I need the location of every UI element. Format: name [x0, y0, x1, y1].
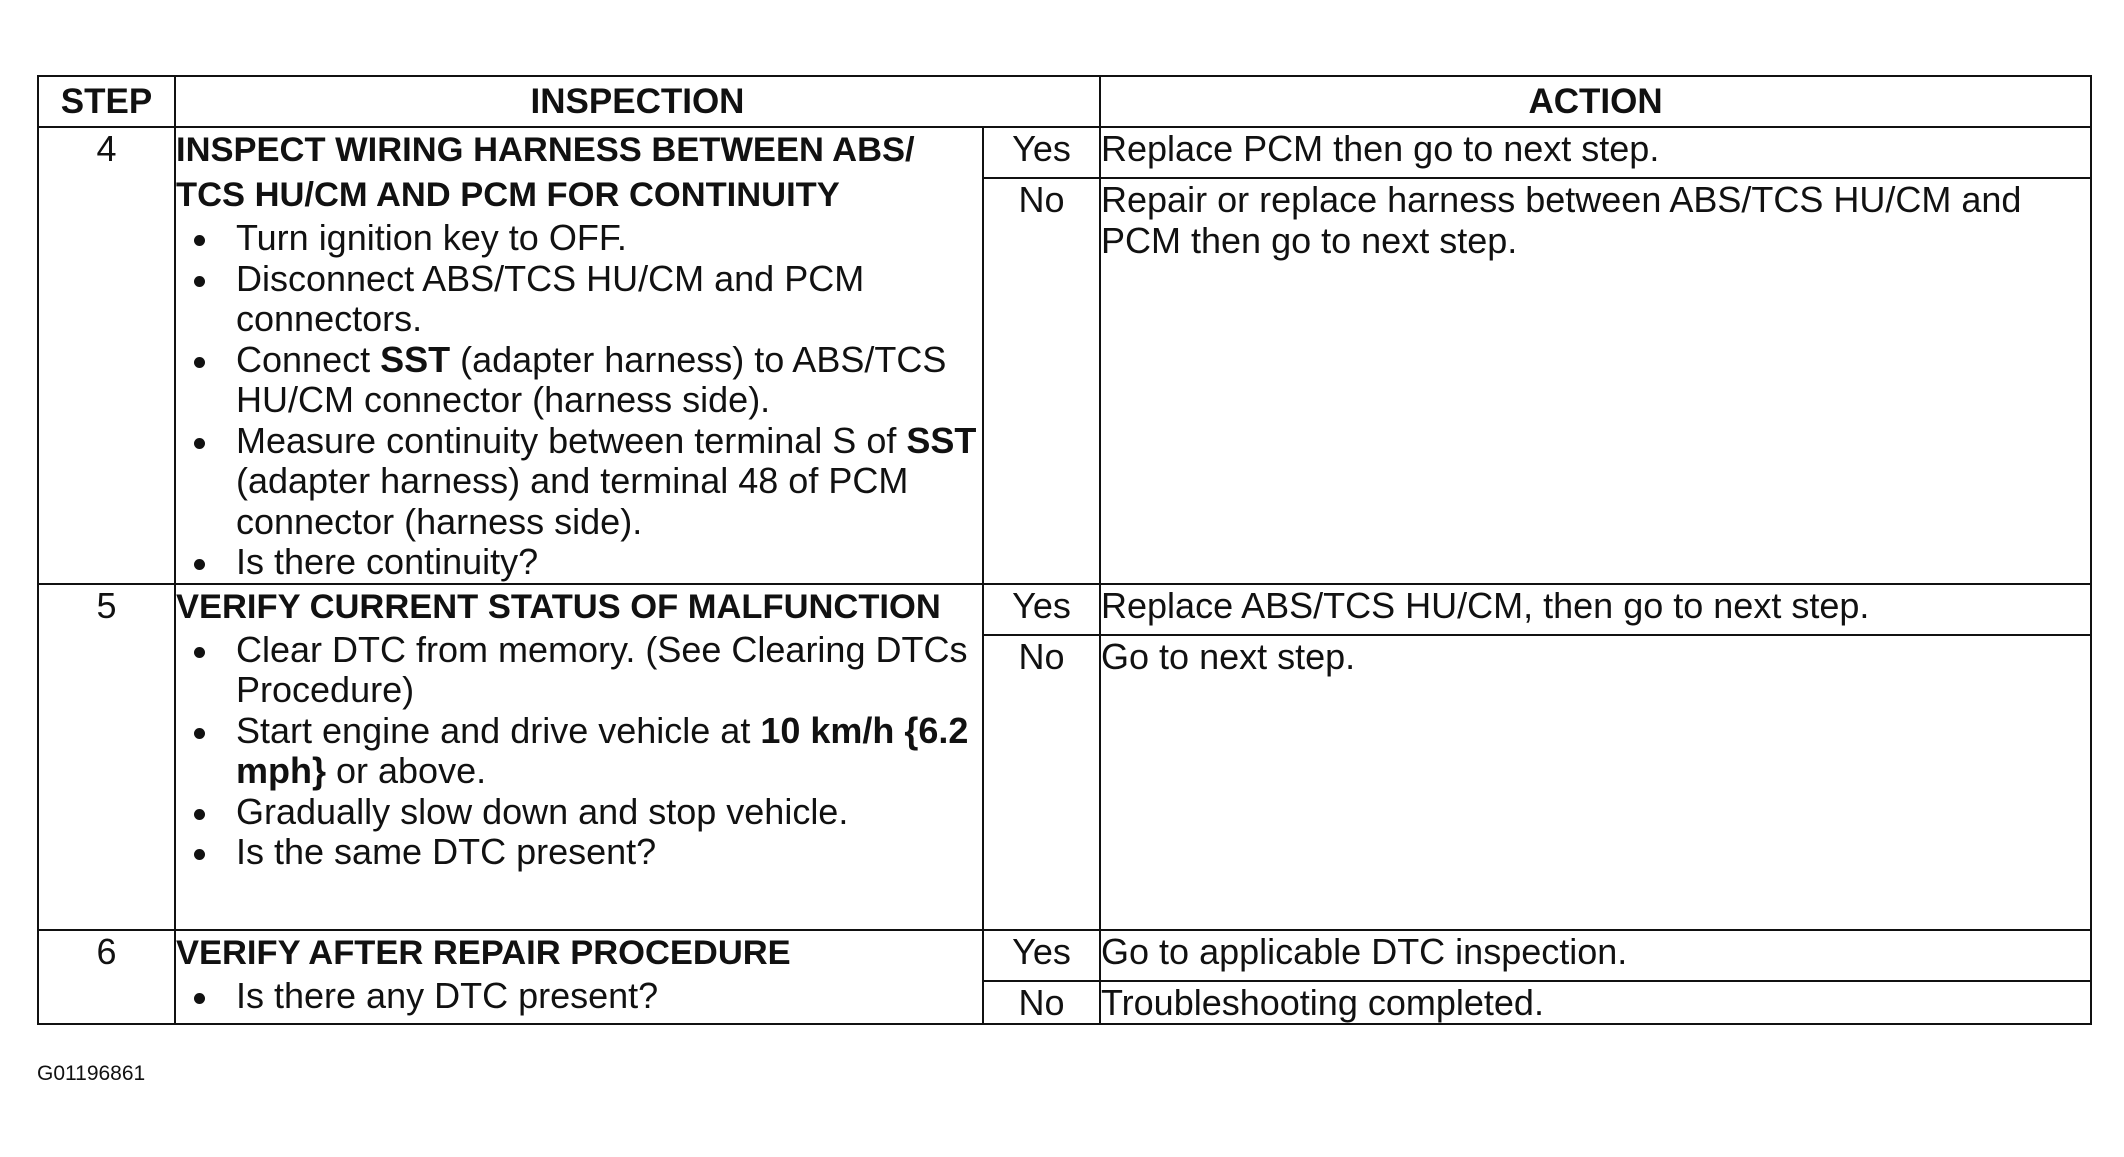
step-inspection	[175, 584, 983, 930]
step-bullets	[176, 630, 982, 873]
bullet-item: Turn ignition key to OFF.	[176, 218, 982, 259]
bullet-item: Disconnect ABS/TCS HU/CM and PCM connectors.	[176, 259, 982, 340]
no-action: Troubleshooting completed.	[1100, 981, 2091, 1024]
bullet-item: Start engine and drive vehicle at 10 km/h {6.2 mph} or above.	[176, 711, 982, 792]
yes-action: Go to applicable DTC inspection.	[1100, 930, 2091, 981]
yes-action: Replace ABS/TCS HU/CM, then go to next step.	[1100, 584, 2091, 635]
yes-label: Yes	[983, 930, 1100, 981]
bullet-item: Connect SST (adapter harness) to ABS/TCS HU/CM connector (harness side).	[176, 340, 982, 421]
step-inspection	[175, 127, 983, 584]
no-label: No	[983, 635, 1100, 930]
bullet-item: Gradually slow down and stop vehicle.	[176, 792, 982, 833]
step-title: INSPECT WIRING HARNESS BETWEEN ABS/ TCS HU/CM AND PCM FOR CONTINUITY	[176, 131, 915, 214]
bullet-item: Is the same DTC present?	[176, 832, 982, 873]
bullet-item: Clear DTC from memory. (See Clearing DTCs Procedure)	[176, 630, 982, 711]
step-4-yes-row	[38, 127, 2091, 178]
yes-action: Replace PCM then go to next step.	[1100, 127, 2091, 178]
figure-id: G01196861	[37, 1062, 146, 1085]
no-action: Repair or replace harness between ABS/TCS HU/CM and PCM then go to next step.	[1100, 178, 2091, 583]
step-number: 5	[38, 584, 175, 930]
step-bullets	[176, 976, 982, 1017]
no-label: No	[983, 981, 1100, 1024]
step-5-yes-row	[38, 584, 2091, 635]
step-bullets	[176, 218, 982, 583]
step-title: VERIFY CURRENT STATUS OF MALFUNCTION	[176, 587, 941, 626]
yes-label: Yes	[983, 127, 1100, 178]
header-step: STEP	[38, 76, 175, 127]
step-title: VERIFY AFTER REPAIR PROCEDURE	[176, 933, 791, 972]
header-inspection: INSPECTION	[175, 76, 1100, 127]
diagnostic-table	[37, 75, 2092, 1025]
no-action: Go to next step.	[1100, 635, 2091, 930]
bullet-item: Measure continuity between terminal S of SST (adapter harness) and terminal 48 of PCM connector (harness side).	[176, 421, 982, 543]
header-action: ACTION	[1100, 76, 2091, 127]
no-label: No	[983, 178, 1100, 583]
step-inspection	[175, 930, 983, 1024]
step-number: 6	[38, 930, 175, 1024]
bullet-item: Is there any DTC present?	[176, 976, 982, 1017]
bullet-item: Is there continuity?	[176, 542, 982, 583]
step-6-yes-row	[38, 930, 2091, 981]
yes-label: Yes	[983, 584, 1100, 635]
header-row	[38, 76, 2091, 127]
step-number: 4	[38, 127, 175, 584]
